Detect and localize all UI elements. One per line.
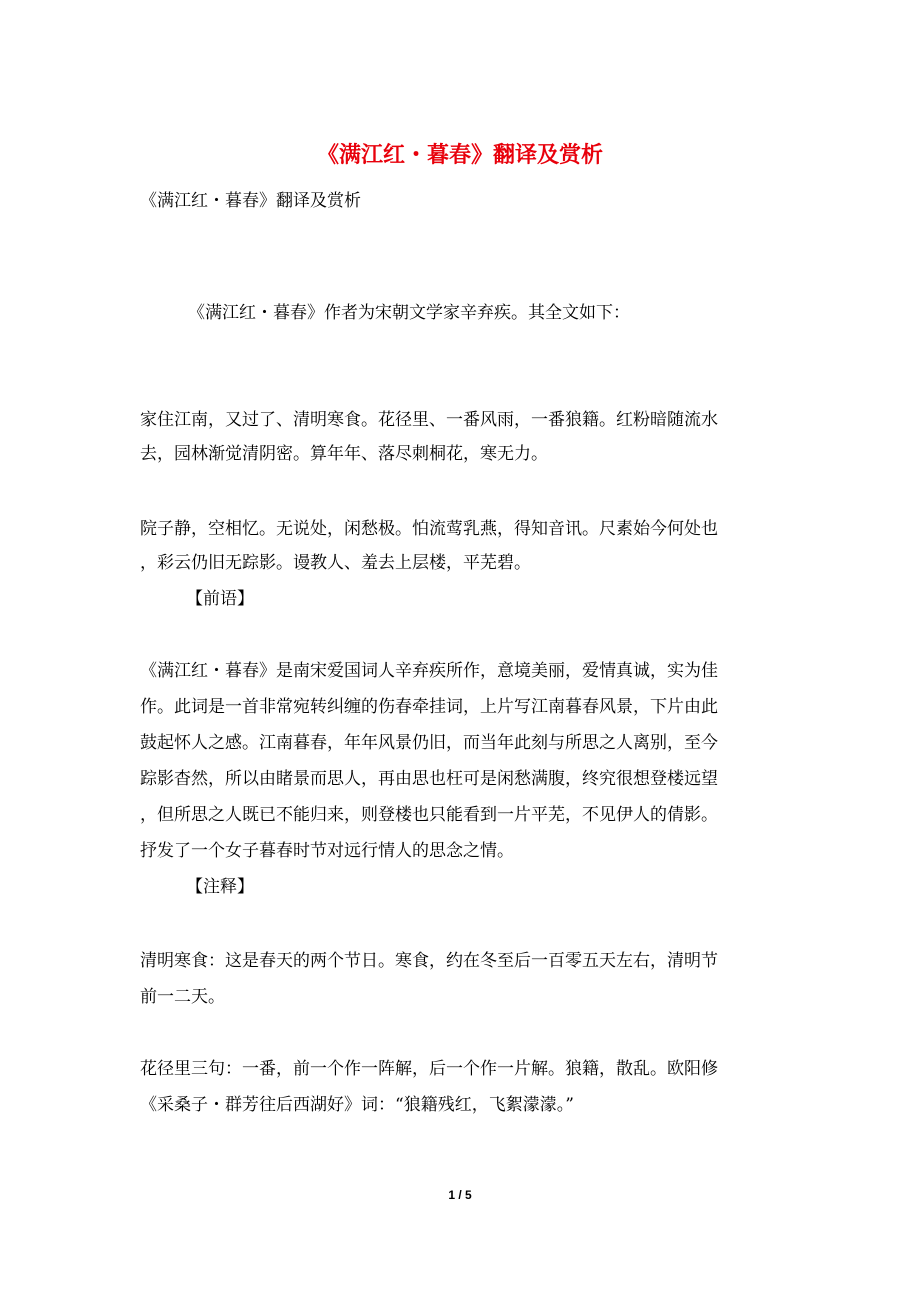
section-heading-preface: 【前语】	[186, 589, 254, 609]
preface-line: 鼓起怀人之感。江南暮春，年年风景仍旧，而当年此刻与所思之人离别，至今	[140, 733, 718, 753]
poem-line: 院子静，空相忆。无说处，闲愁极。怕流莺乳燕，得知音讯。尺素始今何处也	[140, 519, 718, 539]
preface-line: 《满江红・暮春》是南宋爱国词人辛弃疾所作，意境美丽，爱情真诚，实为佳	[140, 661, 718, 681]
intro-paragraph: 《满江红・暮春》作者为宋朝文学家辛弃疾。其全文如下：	[188, 303, 630, 323]
document-subtitle: 《满江红・暮春》翻译及赏析	[140, 191, 361, 211]
preface-line: 抒发了一个女子暮春时节对远行情人的思念之情。	[140, 841, 514, 861]
note-line: 前一二天。	[140, 987, 225, 1007]
section-heading-notes: 【注释】	[186, 877, 254, 897]
document-title: 《满江红・暮春》翻译及赏析	[316, 142, 603, 168]
note-line: 《采桑子・群芳往后西湖好》词：“狼籍残红，飞絮濛濛。”	[140, 1095, 574, 1115]
poem-line: 去，园林渐觉清阴密。算年年、落尽刺桐花，寒无力。	[140, 444, 548, 464]
preface-line: 踪影杳然，所以由睹景而思人，再由思也枉可是闲愁满腹，终究很想登楼远望	[140, 769, 718, 789]
note-line: 花径里三句：一番，前一个作一阵解，后一个作一片解。狼籍，散乱。欧阳修	[140, 1059, 718, 1079]
note-line: 清明寒食：这是春天的两个节日。寒食，约在冬至后一百零五天左右，清明节	[140, 951, 718, 971]
poem-line: ，彩云仍旧无踪影。谩教人、羞去上层楼，平芜碧。	[140, 553, 531, 573]
preface-line: ，但所思之人既已不能归来，则登楼也只能看到一片平芜，不见伊人的倩影。	[140, 805, 718, 825]
preface-line: 作。此词是一首非常宛转纠缠的伤春牵挂词，上片写江南暮春风景，下片由此	[140, 697, 718, 717]
poem-line: 家住江南，又过了、清明寒食。花径里、一番风雨，一番狼籍。红粉暗随流水	[140, 410, 718, 430]
page-number: 1 / 5	[448, 1188, 472, 1202]
